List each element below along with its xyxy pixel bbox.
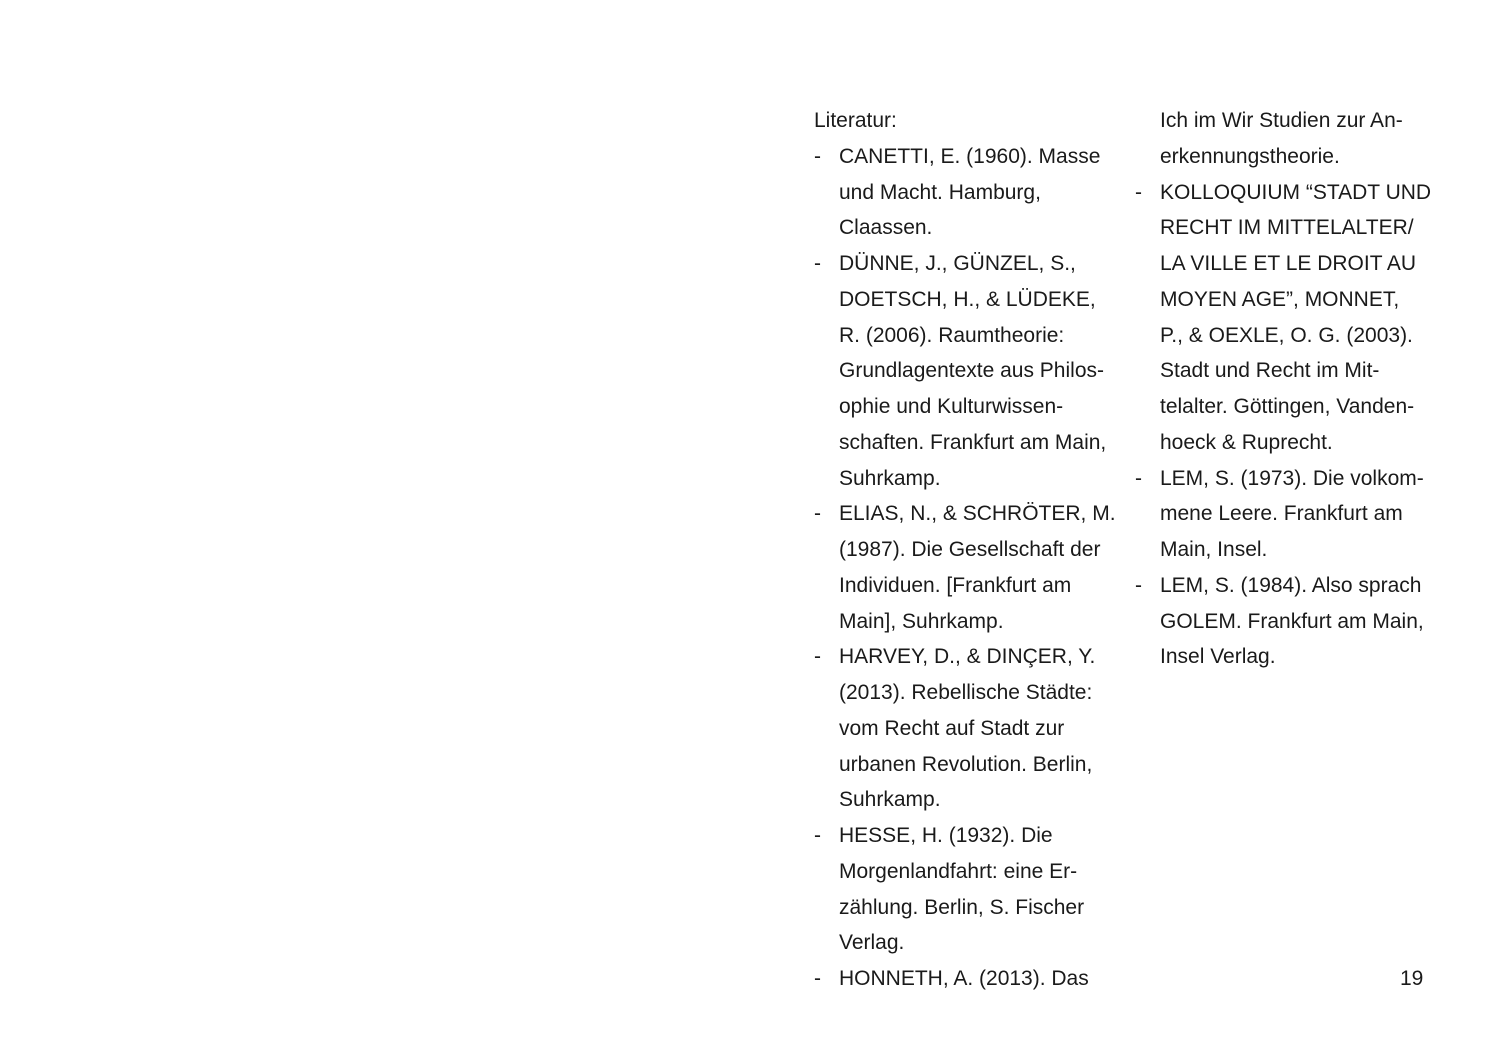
reference-text: Ich im Wir Studien zur An-: [1160, 109, 1403, 132]
reference-text: Individuen. [Frankfurt am: [839, 573, 1072, 597]
bibliography-line: [1135, 175, 1475, 211]
reference-text: Main], Suhrkamp.: [839, 609, 1004, 633]
bibliography-line: [1135, 282, 1475, 318]
bibliography-line: [814, 210, 1124, 246]
bibliography-line: [814, 747, 1124, 783]
bibliography-line: [814, 246, 1124, 282]
list-dash: -: [814, 252, 821, 275]
reference-text: KOLLOQUIUM “STADT UND: [1160, 180, 1432, 204]
reference-text: RECHT IM MITTELALTER/: [1160, 216, 1414, 240]
bibliography-line: [814, 568, 1124, 604]
list-dash: -: [1135, 573, 1142, 597]
bibliography-line: [814, 782, 1124, 818]
bibliography-line: [814, 175, 1124, 211]
reference-text: urbanen Revolution. Berlin,: [839, 752, 1093, 776]
reference-text: Insel Verlag.: [1160, 645, 1276, 669]
reference-text: LEM, S. (1984). Also sprach: [1160, 573, 1422, 597]
reference-text: Claassen.: [839, 216, 933, 240]
bibliography-line: [814, 711, 1124, 747]
bibliography-line: [814, 890, 1124, 926]
bibliography-line: [1135, 318, 1475, 354]
bibliography-line: [1135, 353, 1475, 389]
reference-text: DÜNNE, J., GÜNZEL, S.,: [839, 252, 1076, 275]
reference-text: R. (2006). Raumtheorie:: [839, 323, 1065, 347]
bibliography-line: [814, 461, 1124, 497]
bibliography-line: [1135, 425, 1475, 461]
bibliography-line: [814, 425, 1124, 461]
reference-text: (1987). Die Gesellschaft der: [839, 538, 1101, 561]
reference-text: Grundlagentexte aus Philos-: [839, 359, 1104, 383]
bibliography-line: [1135, 639, 1475, 675]
list-dash: -: [814, 824, 821, 847]
bibliography-line: [814, 961, 1124, 997]
bibliography-line: [1135, 139, 1475, 175]
bibliography-line: [814, 353, 1124, 389]
bibliography-line: [814, 818, 1124, 854]
heading-text: Literatur:: [814, 109, 897, 132]
reference-text: Morgenlandfahrt: eine Er-: [839, 859, 1078, 883]
bibliography-line: [814, 925, 1124, 961]
reference-text: DOETSCH, H., & LÜDEKE,: [839, 287, 1096, 311]
list-dash: -: [1135, 180, 1142, 204]
bibliography-line: [1135, 246, 1475, 282]
reference-text: (2013). Rebellische Städte:: [839, 681, 1093, 704]
bibliography-line: [1135, 568, 1475, 604]
reference-text: LEM, S. (1973). Die volkom-: [1160, 466, 1424, 490]
reference-text: erkennungstheorie.: [1160, 144, 1340, 168]
reference-text: HARVEY, D., & DINÇER, Y.: [839, 645, 1096, 669]
reference-text: CANETTI, E. (1960). Masse: [839, 144, 1101, 168]
bibliography-line: [1135, 604, 1475, 640]
reference-text: Verlag.: [839, 931, 905, 955]
bibliography-line: [814, 532, 1124, 568]
bibliography-heading: [814, 103, 1124, 139]
list-dash: -: [814, 967, 821, 990]
reference-text: und Macht. Hamburg,: [839, 180, 1041, 204]
list-dash: -: [1135, 466, 1142, 490]
reference-text: vom Recht auf Stadt zur: [839, 716, 1065, 740]
bibliography-line: [814, 389, 1124, 425]
list-dash: -: [814, 144, 821, 168]
reference-text: Stadt und Recht im Mit-: [1160, 359, 1380, 383]
reference-text: ELIAS, N., & SCHRÖTER, M.: [839, 502, 1116, 526]
bibliography-line: [1135, 103, 1475, 139]
bibliography-line: [814, 282, 1124, 318]
bibliography-line: [1135, 532, 1475, 568]
reference-text: Main, Insel.: [1160, 538, 1268, 561]
reference-text: hoeck & Ruprecht.: [1160, 430, 1333, 454]
bibliography-line: [814, 496, 1124, 532]
reference-text: Suhrkamp.: [839, 788, 941, 812]
reference-text: P., & OEXLE, O. G. (2003).: [1160, 323, 1413, 347]
reference-text: zählung. Berlin, S. Fischer: [839, 895, 1085, 919]
reference-text: mene Leere. Frankfurt am: [1160, 502, 1403, 526]
reference-text: GOLEM. Frankfurt am Main,: [1160, 609, 1424, 633]
reference-text: HONNETH, A. (2013). Das: [839, 967, 1089, 990]
bibliography-line: [1135, 210, 1475, 246]
bibliography-column-right: [1135, 103, 1475, 675]
reference-text: Suhrkamp.: [839, 466, 941, 490]
bibliography-column-left: [814, 103, 1124, 997]
bibliography-line: [1135, 496, 1475, 532]
bibliography-line: [814, 854, 1124, 890]
page-number: 19: [1400, 967, 1424, 990]
reference-text: telalter. Göttingen, Vanden-: [1160, 395, 1415, 418]
list-dash: -: [814, 645, 821, 669]
reference-text: ophie und Kulturwissen-: [839, 395, 1064, 418]
bibliography-line: [814, 639, 1124, 675]
list-dash: -: [814, 502, 821, 526]
reference-text: LA VILLE ET LE DROIT AU: [1160, 252, 1417, 275]
bibliography-line: [1135, 461, 1475, 497]
reference-text: MOYEN AGE”, MONNET,: [1160, 287, 1400, 311]
bibliography-line: [814, 318, 1124, 354]
bibliography-line: [1135, 389, 1475, 425]
bibliography-line: [814, 604, 1124, 640]
reference-text: schaften. Frankfurt am Main,: [839, 430, 1107, 454]
bibliography-line: [814, 139, 1124, 175]
reference-text: HESSE, H. (1932). Die: [839, 824, 1053, 847]
bibliography-line: [814, 675, 1124, 711]
